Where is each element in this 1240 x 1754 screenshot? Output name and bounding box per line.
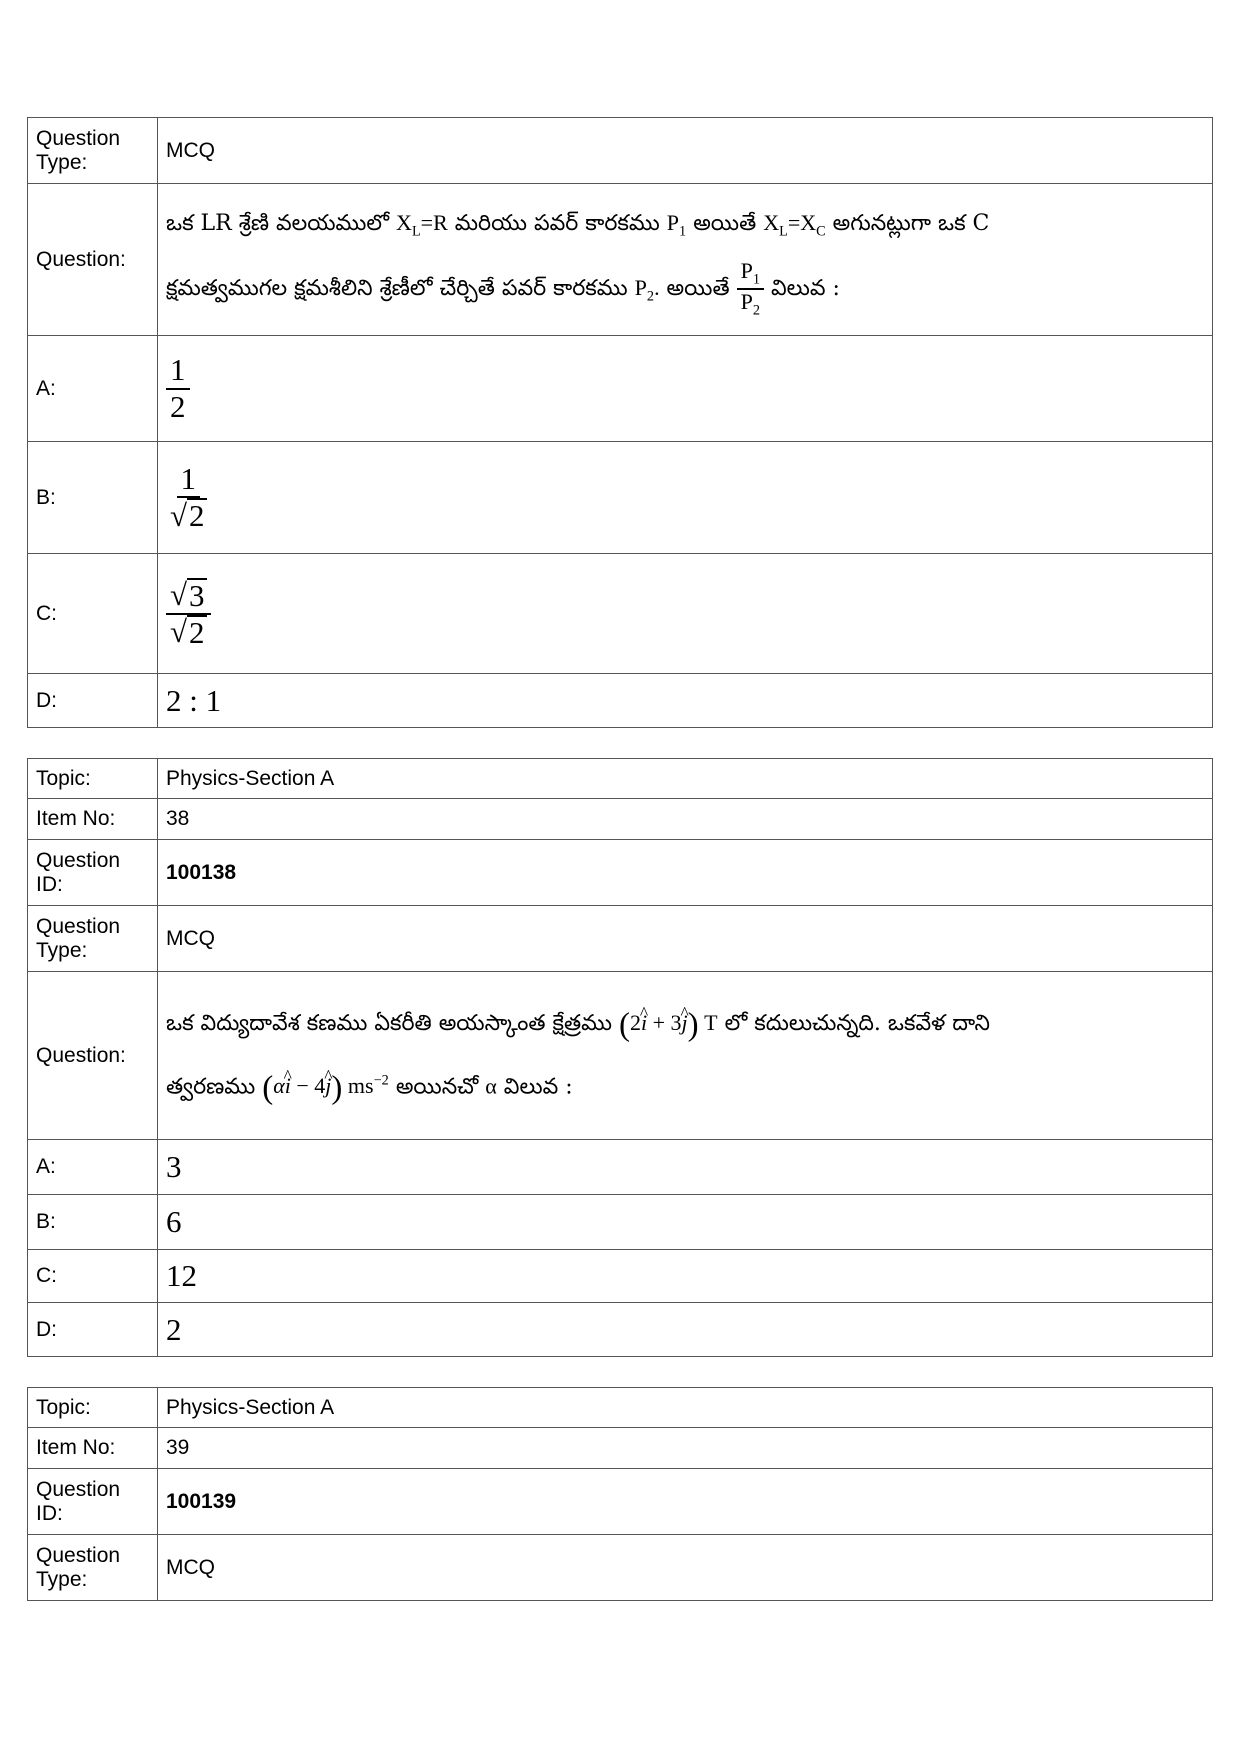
- sqrt-icon: √: [170, 613, 188, 649]
- label-topic: Topic:: [28, 1388, 158, 1428]
- value-topic: Physics-Section A: [158, 759, 1213, 799]
- q-text: =R: [420, 209, 448, 235]
- question-text: [158, 972, 1213, 1140]
- row-item-no: [28, 799, 1213, 840]
- option-a-value: [158, 336, 1213, 442]
- q-text: α: [273, 1073, 285, 1099]
- q-text: అయితే: [686, 210, 764, 236]
- label-question-type: Question Type:: [28, 906, 158, 972]
- i-hat: ^ i: [641, 995, 647, 1051]
- question-line-2: [166, 259, 1204, 325]
- q-text: C: [816, 222, 826, 239]
- label-option-b: B:: [28, 442, 158, 554]
- question-line-1: ఒక విద్యుదావేశ కణము ఏకరీతి అయస్కాంత క్షేత్రము (2^ i + 3^ j) T లో కదులుచున్నది. ఒకవేళ దాని: [166, 995, 1204, 1053]
- q-text: =X: [787, 209, 817, 235]
- value-topic: Physics-Section A: [158, 1388, 1213, 1428]
- label-topic: Topic:: [28, 759, 158, 799]
- option-b-value: 6: [158, 1195, 1213, 1250]
- option-b-value: [158, 442, 1213, 554]
- q-text: L: [779, 222, 788, 239]
- question-text: [158, 184, 1213, 336]
- label-option-c: C:: [28, 554, 158, 674]
- q-text: X: [763, 209, 780, 235]
- label-question: Question:: [28, 972, 158, 1140]
- question-block-1: [27, 117, 1213, 728]
- option-a-den: 2: [170, 388, 186, 424]
- q-text: త్వరణము: [166, 1074, 263, 1100]
- row-option-b: [28, 1195, 1213, 1250]
- option-d-value: 2: [158, 1303, 1213, 1357]
- i-hat: ^ i: [285, 1058, 291, 1114]
- row-question: [28, 184, 1213, 336]
- question-line-2: త్వరణము (α^ i − 4^ j) $ms^{-2}$ అయినచో α విలువ :: [166, 1053, 1204, 1116]
- option-a-num: 1: [166, 353, 190, 389]
- q-text: P: [666, 209, 680, 235]
- label-item-no: Item No:: [28, 799, 158, 840]
- row-option-b: [28, 442, 1213, 554]
- value-question-type: MCQ: [158, 118, 1213, 184]
- row-option-c: [28, 554, 1213, 674]
- label-question-id: Question ID:: [28, 840, 158, 906]
- option-c-num: 3: [189, 577, 205, 613]
- q-text: క్షమత్వముగల క్షమశీలిని శ్రేణీలో చేర్చితే పవర్ కారకము: [166, 276, 635, 302]
- question-block-3: [27, 1387, 1213, 1601]
- label-option-d: D:: [28, 674, 158, 728]
- label-option-a: A:: [28, 336, 158, 442]
- q-text: విలువ :: [763, 276, 840, 302]
- q-text: అయినచో: [388, 1074, 486, 1100]
- sqrt-icon: √: [170, 497, 188, 533]
- j-hat: ^ j: [682, 995, 688, 1051]
- row-question-type: [28, 1535, 1213, 1601]
- row-question: [28, 972, 1213, 1140]
- q-text: L: [411, 222, 421, 239]
- value-item-no: 39: [158, 1428, 1213, 1469]
- q-text: లో కదులుచున్నది. ఒకవేళ దాని: [717, 1010, 990, 1036]
- row-item-no: [28, 1428, 1213, 1469]
- q-text: P: [740, 257, 753, 283]
- row-option-a: [28, 1140, 1213, 1195]
- option-a-value: 3: [158, 1140, 1213, 1195]
- value-question-type: MCQ: [158, 1535, 1213, 1601]
- row-question-type: [28, 906, 1213, 972]
- option-c-value: [158, 554, 1213, 674]
- q-text: 2: [629, 1009, 641, 1035]
- option-d-value: 2 : 1: [158, 674, 1213, 728]
- label-option-d: D:: [28, 1303, 158, 1357]
- q-text: అగునట్లుగా ఒక C: [825, 210, 990, 236]
- value-question-type: MCQ: [158, 906, 1213, 972]
- label-question-type: Question Type:: [28, 1535, 158, 1601]
- p1-over-p2-fraction: [737, 259, 764, 319]
- option-b-den: 2: [189, 498, 205, 534]
- option-c-value: 12: [158, 1250, 1213, 1303]
- q-text: X: [396, 209, 412, 235]
- q-text: అయితే: [659, 276, 737, 302]
- q-text: − 4: [290, 1073, 326, 1099]
- label-option-a: A:: [28, 1140, 158, 1195]
- row-option-d: [28, 1303, 1213, 1357]
- q-text: 2: [646, 288, 655, 305]
- q-text: P: [634, 275, 647, 301]
- q-text: ఒక LR శ్రేణి వలయములో: [166, 210, 397, 236]
- label-item-no: Item No:: [28, 1428, 158, 1469]
- row-topic: [28, 759, 1213, 799]
- value-question-id: 100139: [158, 1469, 1213, 1535]
- row-question-id: [28, 1469, 1213, 1535]
- q-text: ఒక విద్యుదావేశ కణము ఏకరీతి అయస్కాంత క్షేత్రము: [166, 1010, 619, 1036]
- sqrt-icon: √: [170, 577, 188, 613]
- row-option-c: [28, 1250, 1213, 1303]
- q-text: + 3: [647, 1009, 682, 1035]
- q-text: 2: [752, 302, 760, 319]
- q-text: P: [740, 289, 753, 315]
- row-topic: [28, 1388, 1213, 1428]
- row-option-a: [28, 336, 1213, 442]
- label-option-c: C:: [28, 1250, 158, 1303]
- label-question: Question:: [28, 184, 158, 336]
- value-question-id: 100138: [158, 840, 1213, 906]
- q-text: ms: [342, 1073, 374, 1099]
- option-c-den: 2: [189, 614, 205, 650]
- q-text: −2: [373, 1072, 389, 1089]
- label-question-type: Question Type:: [28, 118, 158, 184]
- q-text: 1: [679, 222, 687, 239]
- q-text: T: [698, 1009, 718, 1035]
- label-option-b: B:: [28, 1195, 158, 1250]
- j-hat: ^ j: [325, 1058, 331, 1114]
- option-b-num: 1: [177, 462, 201, 498]
- value-item-no: 38: [158, 799, 1213, 840]
- q-text: α: [485, 1073, 497, 1099]
- row-question-type: [28, 118, 1213, 184]
- row-option-d: [28, 674, 1213, 728]
- q-text: .: [654, 275, 660, 301]
- q-text: విలువ :: [496, 1074, 573, 1100]
- label-question-id: Question ID:: [28, 1469, 158, 1535]
- q-text: 1: [752, 271, 760, 288]
- row-question-id: [28, 840, 1213, 906]
- q-text: మరియు పవర్ కారకము: [447, 210, 667, 236]
- question-block-2: [27, 758, 1213, 1357]
- question-line-1: [166, 195, 1204, 259]
